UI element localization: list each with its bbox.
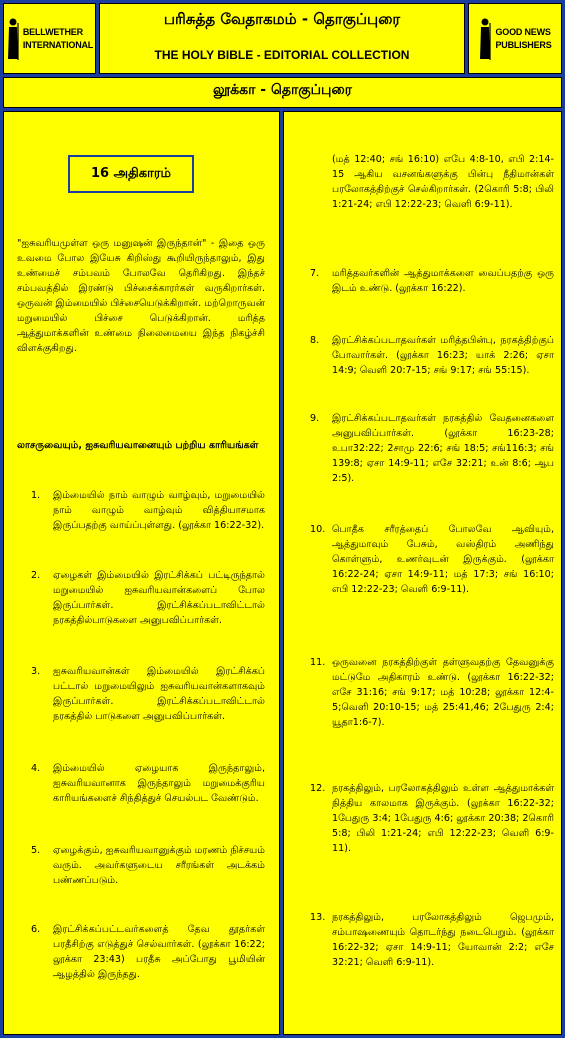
continued-paragraph: (மத் 12:40; சங் 16:10) எபே 4:8-10, எபி 2:14-15 ஆகிய வசனங்களுக்கு பின்பு நீதிமான்கள் பரலோகத்திற்குச் செல்கிறார்கள். (2கொரி 5:8; பிலி 1:21-24; எபி 12:22-23; வெளி 6:9-11). (332, 154, 554, 210)
item-text: ஒருவனை நரகத்திற்குள் தள்ளுவதற்கு தேவனுக்கு மட்டுமே அதிகாரம் உண்டு. (லூக்கா 16:22-32; எசே 31:16; சங் 9:17; மத் 10:28; லூக்கா 12:4-5;வெளி 20:10-15; மத் 25:41,46; 2பேதுரு 2:4; யூதா1:6-7). (332, 657, 554, 728)
item-text: இரட்சிக்கப்படாதவர்கள் மரித்தபின்பு, நரகத்திற்குப் போவார்கள். (லூக்கா 16:23; யாக் 2:26; ஏசா 14:9; வெளி 20:7-15; சங் 9:17; சங் 55:15). (332, 335, 554, 376)
bellwether-logo (3, 3, 96, 74)
section-heading: லாசருவையும், ஐசுவரியவானையும் பற்றிய காரியங்கள் (17, 440, 259, 451)
list-item (310, 781, 554, 856)
list-item (310, 910, 554, 970)
logo-line2: INTERNATIONAL (22, 39, 94, 50)
list-item (310, 266, 554, 296)
item-number: 9. (310, 413, 320, 424)
good-news-logo (468, 3, 562, 74)
item-text: மரித்தவர்களின் ஆத்துமாக்களை வைப்பதற்கு ஒரு இடம் உண்டு. (லூக்கா 16:22). (332, 268, 554, 294)
list-item (31, 922, 265, 982)
item-text: இம்மையில் நாம் வாழும் வாழ்வும், மறுமையில் நாம் வாழும் வாழ்வும் வித்தியாசமாக இருப்பதற்கு வாய்ப்புள்ளது. (லூக்கா 16:22-32). (53, 490, 265, 531)
title-tamil: பரிசுத்த வேதாகமம் - தொகுப்புரை (163, 10, 401, 28)
intro-paragraph: "ஐசுவரியமுள்ள ஒரு மனுஷன் இருந்தான்" - இதை ஒரு உவமை போல இயேசு கிறிஸ்து கூறியிருந்தாலும், இது உண்மைச் சம்பவம் போலவே தெரிகிறது. இந்தச் சம்பவத்தில் இரண்டு பிச்சைக்காரர்கள் வருகிறார்கள். ஒருவன் இம்மையில் பிச்சையெடுக்கிறான். மற்றொருவன் மறுமையில் பிச்சை பெடுக்கிறான். மரித்த ஆத்துமாக்களின் உண்மை நிலைமையை இந்த நிகழ்ச்சி விளக்குகிறது. (17, 238, 265, 354)
list-item (31, 761, 265, 806)
item-number: 4. (31, 763, 41, 774)
section-title: லூக்கா - தொகுப்புரை (213, 82, 352, 98)
list-item (310, 333, 554, 378)
item-number: 12. (310, 783, 326, 794)
item-text: இரட்சிக்கப்படாதவர்கள் நரகத்தில் வேதனைகளை அனுபவிப்பார்கள். (லூக்கா 16:23-28; உபா32:22; 2சாமு 22:6; சங் 18:5; சங்116:3; சங் 139:8; ஏசா 14:9-11; எசே 32:21; உன் 8:6; ஆப 2:5). (332, 413, 554, 484)
shepherd-figure-icon (6, 17, 20, 61)
list-item (31, 843, 265, 888)
logo-line2: PUBLISHERS (495, 39, 552, 50)
item-number: 5. (31, 845, 41, 856)
list-item (31, 488, 265, 533)
item-number: 1. (31, 490, 41, 501)
item-text: ஏழைகள் இம்மையில் இரட்சிக்கப் பட்டிருந்தால் மறுமையில் ஐசுவரியவான்களைப் போல இருப்பார்கள். இரட்சிக்கப்படாவிட்டால் நரகத்தில்பாடுகளை அனுபவிப்பார்கள். (53, 570, 265, 626)
item-text: நரகத்திலும், பரலோகத்திலும் உள்ள ஆத்துமாக்கள் நித்திய காலமாக இருக்கும். (லூக்கா 16:22-32; 1பேதுரு 3:4; 1பேதுரு 4:6; லூக்கா 20:38; 2கொரி 5:8; பிலி 1:21-24; எபி 12:22-23; வெளி 6:9-11). (332, 783, 554, 854)
item-text: இம்மையில் ஏழையாக இருந்தாலும், ஐசுவரியவானாக இருந்தாலும் மறுமைக்குரிய காரியங்களைச் சிந்தித்துச் செயல்பட வேண்டும். (53, 763, 265, 804)
shepherd-figure-icon (478, 17, 492, 61)
item-number: 3. (31, 666, 41, 677)
list-item (310, 655, 554, 730)
list-item (310, 411, 554, 486)
list-item (31, 568, 265, 628)
item-number: 2. (31, 570, 41, 581)
title-english: THE HOLY BIBLE - EDITORIAL COLLECTION (154, 48, 410, 62)
item-number: 8. (310, 335, 320, 346)
item-number: 10. (310, 524, 326, 535)
logo-line1: BELLWETHER (22, 26, 83, 37)
item-text: நரகத்திலும், பரலோகத்திலும் ஜெபமும், சம்பாஷணையும் தொடர்ந்து நடைபெறும். (லூக்கா 16:22-32; ஏசா 14:9-11; யோவான் 2:2; எசே 32:21; வெளி 6:9-11). (332, 912, 554, 968)
item-text: ஏழைக்கும், ஐசுவரியவானுக்கும் மரணம் நிச்சயம் வரும். அவர்களுடைய சரீரங்கள் அடக்கம் பண்ணப்படும். (53, 845, 265, 886)
item-text: இரட்சிக்கப்பட்டவர்களைத் தேவ தூதர்கள் பரதீசிற்கு எடுத்துச் செல்வார்கள். (லூக்கா 16:22; லூக்கா 23:43) பரதீசு அப்போது பூமியின் ஆழத்தில் இருந்தது. (53, 924, 265, 980)
item-text: பொதீக சரீரத்தைப் போலவே ஆவியும், ஆத்துமாவும் பேசும், வஸ்திரம் அணிந்து கொள்ளும், உணர்வுடன் இருக்கும். (லூக்கா 16:22-24; ஏசா 14:9-11; மத் 17:3; சங் 16:10; எபி 12:22-23; வெளி 6:9-11). (332, 524, 554, 595)
logo-line1: GOOD NEWS (495, 26, 551, 37)
item-number: 7. (310, 268, 320, 279)
item-number: 13. (310, 912, 326, 923)
chapter-label: 16 அதிகாரம் (68, 155, 194, 193)
item-text: ஐசுவரியவான்கள் இம்மையில் இரட்சிக்கப் பட்டால் மறுமையிலும் ஐசுவரியவான்களாகவும் இருப்பார்கள். இரட்சிக்கப்படாவிட்டால் நரகத்தில் பாடுகளை அனுபவிப்பார்கள். (53, 666, 265, 722)
section-bar (3, 77, 562, 108)
list-item (310, 522, 554, 597)
item-number: 11. (310, 657, 326, 668)
list-item (31, 664, 265, 724)
item-number: 6. (31, 924, 41, 935)
title-box (99, 3, 465, 74)
